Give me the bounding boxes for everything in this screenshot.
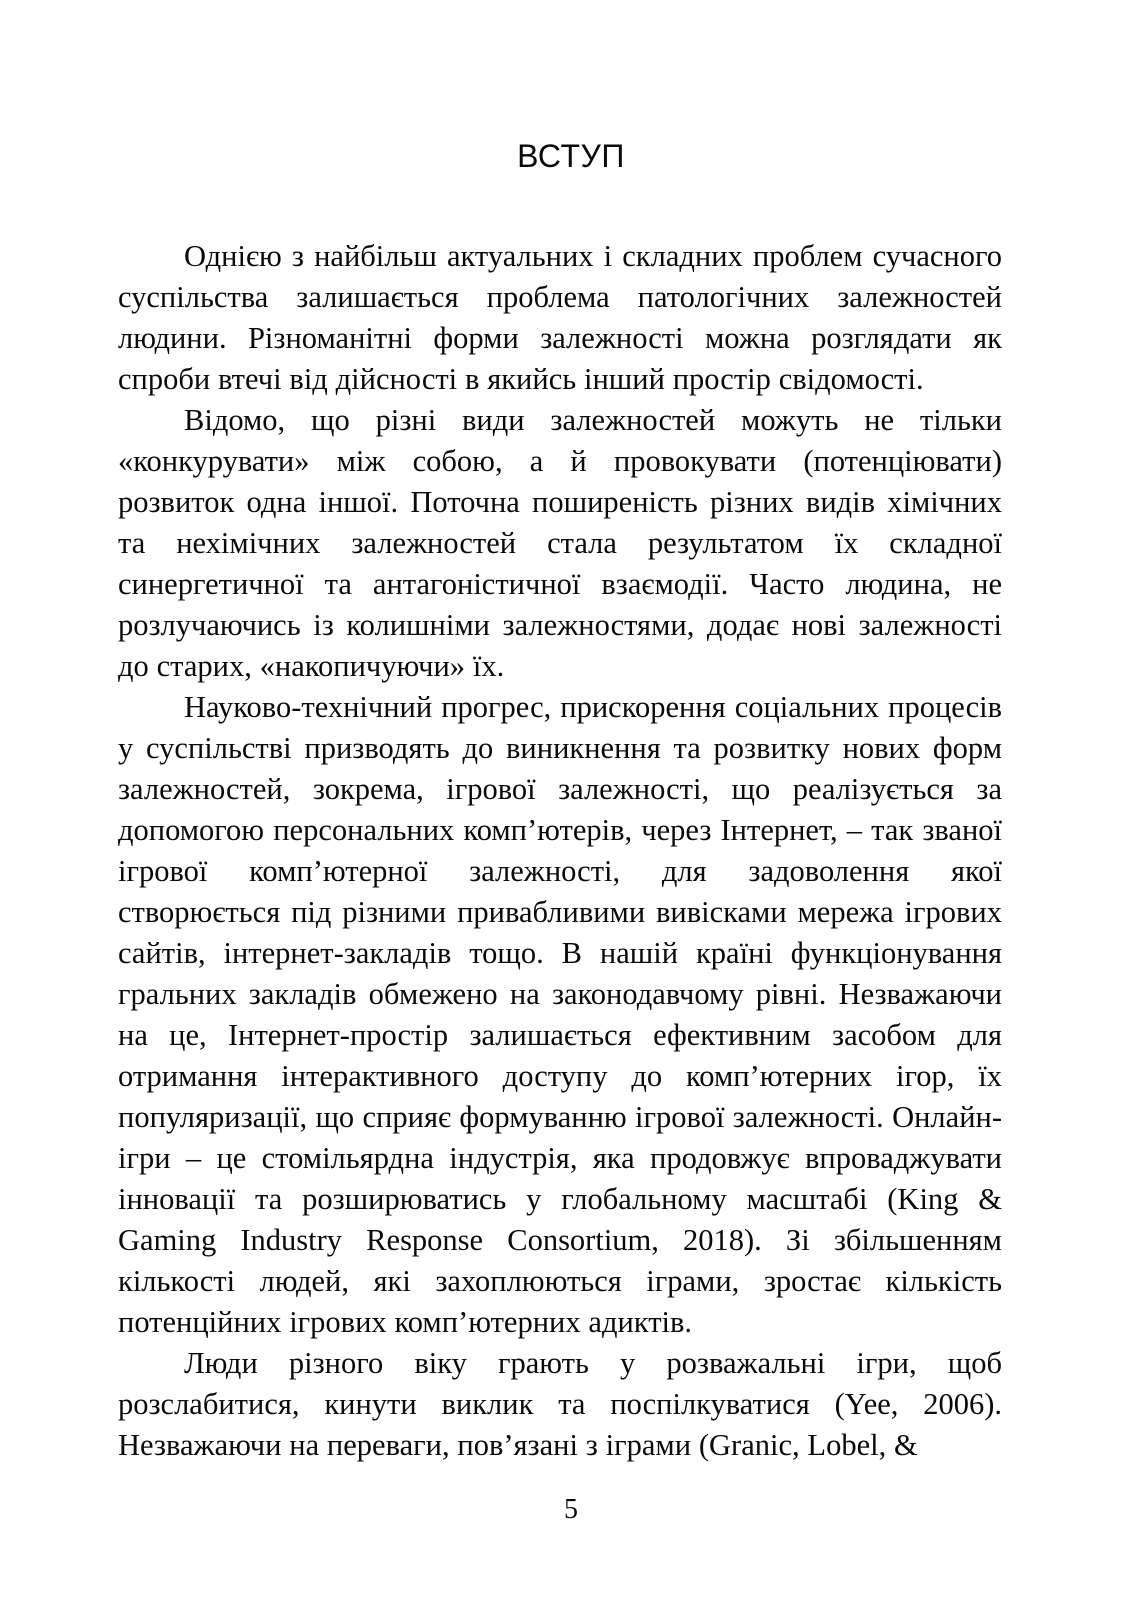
paragraph: Науково-технічний прогрес, прискорення соціальних процесів у суспільстві призводять до виникнення та розвитку нових форм залежностей, зокрема, ігрової залежності, що реалізується за допомогою персональних комп’ютерів, через Інтернет, – так званої ігрової комп’ютерної залежності, для задоволення якої створюється під різними привабливими вивісками мережа ігрових сайтів, інтернет-закладів тощо. В нашій країні функціонування гральних закладів обмежено на законодавчому рівні. Незважаючи на це, Інтернет-простір залишається ефективним засобом для отримання інтерактивного доступу до комп’ютерних ігор, їх популяризації, що сприяє формуванню ігрової залежності. Онлайн-ігри – це стомільярдна індустрія, яка продовжує впроваджувати інновації та розширюватись у глобальному масштабі (King & Gaming Industry Response Consortium, 2018). Зі збільшенням кількості людей, які захоплюються іграми, зростає кількість потенційних ігрових комп’ютерних адиктів. [118, 690, 1002, 1339]
paragraph: Однією з найбільш актуальних і складних проблем сучасного суспільства залишається проблема патологічних залежностей людини. Різноманітні форми залежності можна розглядати як спроби втечі від дійсності в якийсь інший простір свідомості. [118, 239, 1002, 396]
paragraph: Люди різного віку грають у розважальні ігри, щоб розслабитися, кинути виклик та поспілкуватися (Yee, 2006). Незважаючи на переваги, пов’язані з іграми (Granic, Lobel, & [118, 1346, 1002, 1462]
paragraph: Відомо, що різні види залежностей можуть не тільки «конкурувати» між собою, а й провокувати (потенціювати) розвиток одна іншої. Поточна поширеність різних видів хімічних та нехімічних залежностей стала результатом їх складної синергетичної та антагоністичної взаємодії. Часто людина, не розлучаючись із колишніми залежностями, додає нові залежності до старих, «накопичуючи» їх. [118, 403, 1002, 683]
page-title: ВСТУП [517, 138, 625, 175]
body-text-block [118, 236, 1002, 1466]
page-number: 5 [564, 1494, 578, 1525]
